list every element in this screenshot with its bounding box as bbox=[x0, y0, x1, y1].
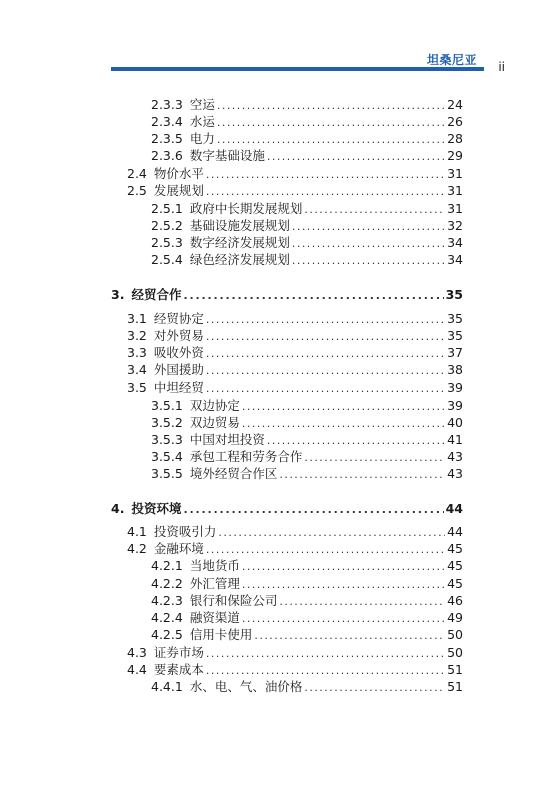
toc-entry[interactable] bbox=[111, 500, 463, 517]
toc-entry[interactable] bbox=[151, 96, 463, 113]
toc-entry-title: 金融环境 bbox=[153, 541, 204, 556]
toc-entry-page: 29 bbox=[447, 148, 463, 163]
toc-entry-title: 承包工程和劳务合作 bbox=[189, 449, 303, 464]
toc-entry-number: 2.3.6 bbox=[151, 148, 183, 163]
toc-entry-number: 3.4 bbox=[127, 362, 147, 377]
toc-entry-title: 中坦经贸 bbox=[153, 380, 204, 395]
toc-entry-page: 50 bbox=[447, 645, 463, 660]
toc-dot-leader bbox=[218, 524, 445, 541]
toc-entry-title: 数字基础设施 bbox=[189, 148, 265, 163]
toc-entry-page: 35 bbox=[447, 328, 463, 343]
toc-entry[interactable] bbox=[151, 609, 463, 626]
toc-dot-leader bbox=[217, 131, 445, 148]
toc-dot-leader bbox=[206, 380, 445, 397]
running-header-title: 坦桑尼亚 bbox=[426, 53, 477, 67]
toc-dot-leader bbox=[206, 362, 445, 379]
toc-entry-number: 2.3.3 bbox=[151, 97, 183, 112]
toc-entry-page: 45 bbox=[447, 576, 463, 591]
toc-entry-number: 4.2.4 bbox=[151, 610, 183, 625]
toc-dot-leader bbox=[242, 610, 445, 627]
toc-entry-page: 40 bbox=[447, 415, 463, 430]
toc-entry-number: 2.5.3 bbox=[151, 235, 183, 250]
toc-dot-leader bbox=[183, 501, 443, 518]
toc-entry-number: 4.1 bbox=[127, 524, 147, 539]
toc-entry-number: 2.5.4 bbox=[151, 252, 183, 267]
toc-entry-number: 2.5.2 bbox=[151, 218, 183, 233]
toc-dot-leader bbox=[217, 114, 445, 131]
toc-entry-page: 39 bbox=[447, 398, 463, 413]
toc-entry-page: 26 bbox=[447, 114, 463, 129]
toc-dot-leader bbox=[279, 593, 445, 610]
toc-entry[interactable] bbox=[127, 540, 463, 557]
toc-entry-number: 4.2.2 bbox=[151, 576, 183, 591]
toc-entry[interactable] bbox=[127, 310, 463, 327]
toc-entry-page: 35 bbox=[447, 311, 463, 326]
toc-entry[interactable] bbox=[151, 130, 463, 147]
toc-entry[interactable] bbox=[127, 327, 463, 344]
toc-entry[interactable] bbox=[127, 379, 463, 396]
toc-entry-page: 44 bbox=[445, 501, 463, 516]
toc-entry[interactable] bbox=[151, 147, 463, 164]
toc-entry-page: 37 bbox=[447, 345, 463, 360]
toc-dot-leader bbox=[279, 466, 445, 483]
toc-entry-title: 绿色经济发展规划 bbox=[189, 252, 290, 267]
toc-entry[interactable] bbox=[151, 217, 463, 234]
toc-entry-number: 3.5.2 bbox=[151, 415, 183, 430]
toc-entry-page: 34 bbox=[447, 235, 463, 250]
toc-entry-title: 数字经济发展规划 bbox=[189, 235, 290, 250]
toc-entry-number: 4.2 bbox=[127, 541, 147, 556]
toc-entry-title: 吸收外资 bbox=[153, 345, 204, 360]
toc-entry-number: 3. bbox=[111, 287, 125, 302]
toc-entry-page: 43 bbox=[447, 466, 463, 481]
toc-entry[interactable] bbox=[151, 113, 463, 130]
toc-entry-page: 49 bbox=[447, 610, 463, 625]
toc-entry-number: 4.2.1 bbox=[151, 558, 183, 573]
toc-dot-leader bbox=[292, 235, 445, 252]
toc-entry-number: 2.3.5 bbox=[151, 131, 183, 146]
toc-entry-page: 39 bbox=[447, 380, 463, 395]
toc-entry[interactable] bbox=[151, 234, 463, 251]
toc-entry-number: 3.5.5 bbox=[151, 466, 183, 481]
toc-entry-title: 基础设施发展规划 bbox=[189, 218, 290, 233]
toc-entry-number: 3.5.4 bbox=[151, 449, 183, 464]
toc-entry-title: 电力 bbox=[189, 131, 215, 146]
toc-entry-page: 28 bbox=[447, 131, 463, 146]
toc-entry-title: 对外贸易 bbox=[153, 328, 204, 343]
toc-entry-title: 发展规划 bbox=[153, 183, 204, 198]
toc-entry[interactable] bbox=[127, 361, 463, 378]
toc-entry-number: 4.4.1 bbox=[151, 679, 183, 694]
toc-entry-page: 51 bbox=[447, 679, 463, 694]
toc-dot-leader bbox=[206, 662, 445, 679]
toc-entry[interactable] bbox=[151, 678, 463, 695]
toc-dot-leader bbox=[292, 252, 445, 269]
toc-entry-title: 融资渠道 bbox=[189, 610, 240, 625]
toc-entry-number: 3.2 bbox=[127, 328, 147, 343]
toc-entry[interactable] bbox=[127, 182, 463, 199]
toc-dot-leader bbox=[206, 328, 445, 345]
page-number: ii bbox=[498, 60, 505, 74]
toc-entry[interactable] bbox=[151, 251, 463, 268]
toc-entry-number: 4.4 bbox=[127, 662, 147, 677]
toc-entry-title: 经贸协定 bbox=[153, 311, 204, 326]
toc-entry-number: 4. bbox=[111, 501, 125, 516]
toc-dot-leader bbox=[242, 398, 445, 415]
toc-entry-page: 50 bbox=[447, 627, 463, 642]
toc-entry-title: 要素成本 bbox=[153, 662, 204, 677]
toc-entry-title: 双边协定 bbox=[189, 398, 240, 413]
toc-dot-leader bbox=[242, 558, 445, 575]
toc-entry-title: 水、电、气、油价格 bbox=[189, 679, 303, 694]
toc-entry-number: 2.3.4 bbox=[151, 114, 183, 129]
toc-dot-leader bbox=[206, 183, 445, 200]
toc-entry-title: 投资环境 bbox=[131, 501, 182, 516]
toc-dot-leader bbox=[304, 201, 445, 218]
toc-entry-title: 政府中长期发展规划 bbox=[189, 201, 303, 216]
toc-entry[interactable] bbox=[127, 523, 463, 540]
toc-entry-page: 32 bbox=[447, 218, 463, 233]
toc-entry-page: 51 bbox=[447, 662, 463, 677]
toc-entry-title: 投资吸引力 bbox=[153, 524, 217, 539]
toc-entry-page: 44 bbox=[447, 524, 463, 539]
toc-dot-leader bbox=[206, 166, 445, 183]
toc-entry-title: 水运 bbox=[189, 114, 215, 129]
toc-entry-number: 2.4 bbox=[127, 166, 147, 181]
toc-entry-number: 3.3 bbox=[127, 345, 147, 360]
toc-dot-leader bbox=[217, 97, 445, 114]
toc-entry-page: 31 bbox=[447, 201, 463, 216]
toc-entry-page: 41 bbox=[447, 432, 463, 447]
toc-entry-page: 31 bbox=[447, 183, 463, 198]
toc-entry[interactable] bbox=[151, 592, 463, 609]
toc-entry-number: 4.3 bbox=[127, 645, 147, 660]
toc-dot-leader bbox=[304, 449, 445, 466]
toc-entry-title: 境外经贸合作区 bbox=[189, 466, 278, 481]
toc-entry-title: 证券市场 bbox=[153, 645, 204, 660]
toc-entry-title: 空运 bbox=[189, 97, 215, 112]
toc-entry[interactable] bbox=[151, 575, 463, 592]
toc-entry[interactable] bbox=[151, 465, 463, 482]
toc-entry-page: 38 bbox=[447, 362, 463, 377]
toc-dot-leader bbox=[206, 311, 445, 328]
toc-entry-number: 3.5.3 bbox=[151, 432, 183, 447]
toc-entry-title: 物价水平 bbox=[153, 166, 204, 181]
toc-entry-number: 3.1 bbox=[127, 311, 147, 326]
toc-entry-number: 2.5 bbox=[127, 183, 147, 198]
toc-entry-page: 34 bbox=[447, 252, 463, 267]
toc-dot-leader bbox=[206, 541, 445, 558]
toc-entry[interactable] bbox=[151, 397, 463, 414]
toc-entry-number: 3.5 bbox=[127, 380, 147, 395]
toc-dot-leader bbox=[242, 576, 445, 593]
toc-entry-number: 2.5.1 bbox=[151, 201, 183, 216]
toc-entry-page: 45 bbox=[447, 541, 463, 556]
toc-entry[interactable] bbox=[127, 344, 463, 361]
toc-entry-title: 银行和保险公司 bbox=[189, 593, 278, 608]
toc-dot-leader bbox=[254, 627, 445, 644]
toc-entry-page: 45 bbox=[447, 558, 463, 573]
toc-dot-leader bbox=[267, 432, 445, 449]
toc-entry[interactable] bbox=[151, 200, 463, 217]
toc-entry[interactable] bbox=[127, 165, 463, 182]
toc-dot-leader bbox=[304, 679, 445, 696]
toc-entry-title: 当地货币 bbox=[189, 558, 240, 573]
toc-dot-leader bbox=[206, 645, 445, 662]
toc-entry-title: 外汇管理 bbox=[189, 576, 240, 591]
toc-entry-number: 3.5.1 bbox=[151, 398, 183, 413]
toc-entry[interactable] bbox=[151, 414, 463, 431]
toc-entry-page: 35 bbox=[445, 287, 463, 302]
toc-dot-leader bbox=[206, 345, 445, 362]
toc-entry[interactable] bbox=[127, 644, 463, 661]
toc-entry[interactable] bbox=[151, 431, 463, 448]
toc-dot-leader bbox=[292, 218, 445, 235]
header-rule bbox=[111, 67, 484, 71]
toc-entry-title: 经贸合作 bbox=[131, 287, 182, 302]
toc-entry-page: 31 bbox=[447, 166, 463, 181]
toc-entry[interactable] bbox=[111, 286, 463, 303]
toc-entry-title: 信用卡使用 bbox=[189, 627, 253, 642]
toc-entry[interactable] bbox=[151, 557, 463, 574]
toc-entry[interactable] bbox=[151, 448, 463, 465]
toc-entry-title: 中国对坦投资 bbox=[189, 432, 265, 447]
toc-entry[interactable] bbox=[151, 626, 463, 643]
toc-entry-page: 43 bbox=[447, 449, 463, 464]
toc-entry-title: 外国援助 bbox=[153, 362, 204, 377]
toc-entry-title: 双边贸易 bbox=[189, 415, 240, 430]
toc-entry-number: 4.2.5 bbox=[151, 627, 183, 642]
toc-entry[interactable] bbox=[127, 661, 463, 678]
toc-entry-number: 4.2.3 bbox=[151, 593, 183, 608]
toc-entry-page: 24 bbox=[447, 97, 463, 112]
toc-dot-leader bbox=[267, 148, 445, 165]
toc-dot-leader bbox=[242, 415, 445, 432]
toc-dot-leader bbox=[183, 287, 443, 304]
toc-entry-page: 46 bbox=[447, 593, 463, 608]
